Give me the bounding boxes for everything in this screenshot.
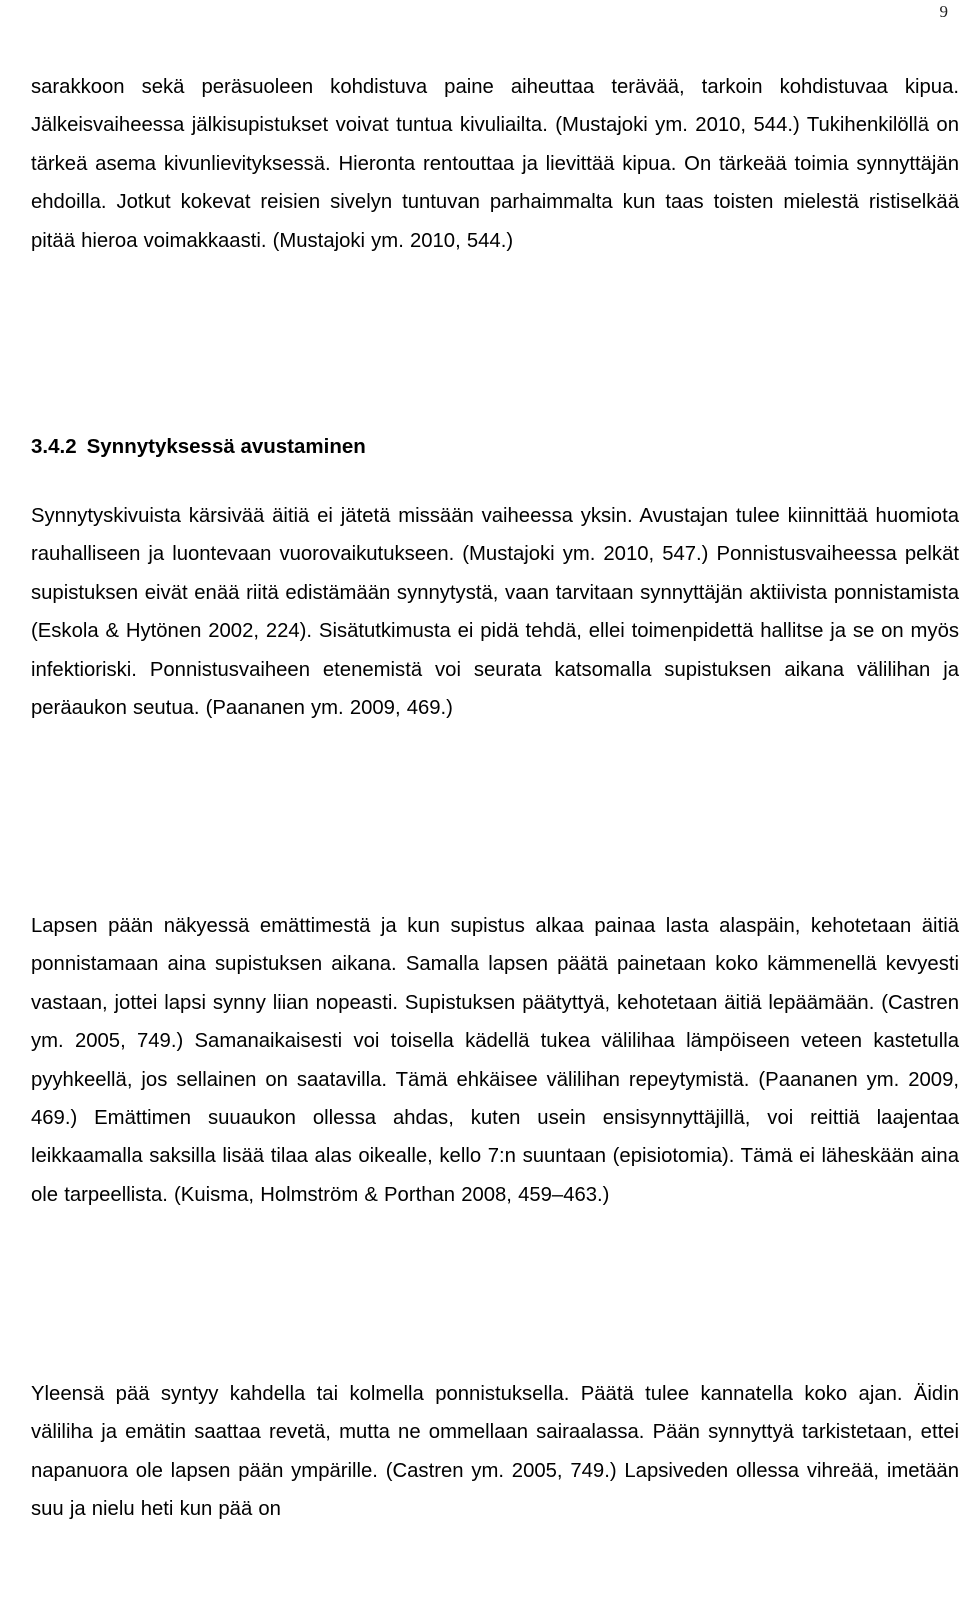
section-number: 3.4.2 xyxy=(31,435,77,458)
section-title: Synnytyksessä avustaminen xyxy=(86,435,366,458)
section-heading xyxy=(31,432,366,462)
paragraph-assisting-birth: Synnytyskivuista kärsivää äitiä ei jätetä missään vaiheessa yksin. Avustajan tulee kiinnittää huomiota rauhalliseen ja luontevaan vuorovaikutukseen. (Mustajoki ym. 2010, 547.) Ponnistusvaiheessa pelkät supistuksen eivät enää riitä edistämään synnytystä, vaan tarvitaan synnyttäjän aktiivista ponnistamista (Eskola & Hytönen 2002, 224). Sisätutkimusta ei pidä tehdä, ellei toimenpidettä hallitse ja se on myös infektioriski. Ponnistusvaiheen etenemistä voi seurata katsomalla supistuksen aikana välilihan ja peräaukon seutua. (Paananen ym. 2009, 469.) xyxy=(31,505,959,720)
paragraph-head-crowning: Lapsen pään näkyessä emättimestä ja kun supistus alkaa painaa lasta alaspäin, kehotetaan äitiä ponnistamaan aina supistuksen aikana. Samalla lapsen päätä painetaan koko kämmenellä kevyesti vastaan, jottei lapsi synny liian nopeasti. Supistuksen päätyttyä, kehotetaan äitiä lepäämään. (Castren ym. 2005, 749.) Samanaikaisesti voi toisella kädellä tukea välilihaa lämpöiseen veteen kastetulla pyyhkeellä, jos sellainen on saatavilla. Tämä ehkäisee välilihan repeytymistä. (Paananen ym. 2009, 469.) Emättimen suuaukon ollessa ahdas, kuten usein ensisynnyttäjillä, voi reittiä laajentaa leikkaamalla saksilla lisää tilaa alas oikealle, kello 7:n suuntaan (episiotomia). Tämä ei läheskään aina ole tarpeellista. (Kuisma, Holmström & Porthan 2008, 459–463.) xyxy=(31,915,959,1206)
paragraph-head-delivery: Yleensä pää syntyy kahdella tai kolmella ponnistuksella. Päätä tulee kannatella koko ajan. Äidin väliliha ja emätin saattaa revetä, mutta ne ommellaan sairaalassa. Pään synnyttyä tarkistetaan, ettei napanuora ole lapsen pään ympärille. (Castren ym. 2005, 749.) Lapsiveden ollessa vihreää, imetään suu ja nielu heti kun pää on xyxy=(31,1383,959,1521)
paragraph-pain-relief: sarakkoon sekä peräsuoleen kohdistuva paine aiheuttaa terävää, tarkoin kohdistuvaa kipua. Jälkeisvaiheessa jälkisupistukset voivat tuntua kivuliailta. (Mustajoki ym. 2010, 544.) Tukihenkilöllä on tärkeä asema kivunlievityksessä. Hieronta rentouttaa ja lievittää kipua. On tärkeää toimia synnyttäjän ehdoilla. Jotkut kokevat reisien sivelyn tuntuvan parhaimmalta kun taas toisten mielestä ristiselkää pitää hieroa voimakkaasti. (Mustajoki ym. 2010, 544.) xyxy=(31,76,959,252)
page-number: 9 xyxy=(939,2,948,21)
